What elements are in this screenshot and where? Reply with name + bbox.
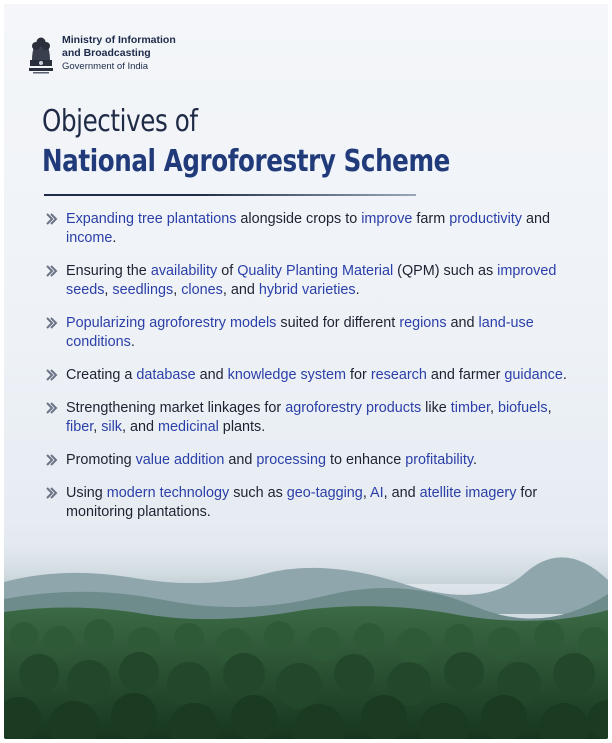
highlighted-text: agroforestry products (285, 400, 422, 416)
objective-text: and (446, 315, 479, 331)
objective-text: , (547, 400, 552, 416)
objective-text: . (112, 230, 117, 246)
objective-text: , (173, 282, 182, 298)
highlighted-text: clones (181, 282, 223, 298)
double-chevron-right-icon (46, 264, 58, 278)
objective-text: . (130, 334, 135, 350)
objective-text: , and (222, 282, 259, 298)
highlighted-text: regions (399, 315, 447, 331)
objective-text: , and (383, 485, 420, 501)
highlighted-text: Popularizing agroforestry models (66, 315, 277, 331)
objective-text: , (362, 485, 371, 501)
objective-text: , and (122, 419, 159, 435)
highlighted-text: availability (150, 263, 218, 279)
highlighted-text: atellite imagery (419, 485, 517, 501)
objective-text: farm (412, 211, 450, 227)
highlighted-text: Quality Planting Material (237, 263, 394, 279)
objective-text: (QPM) such as (393, 263, 498, 279)
objective-text: such as (229, 485, 287, 501)
highlighted-text: medicinal (158, 419, 219, 435)
ministry-name-line2: and Broadcasting (62, 47, 151, 59)
objective-text: , (104, 282, 113, 298)
double-chevron-right-icon (46, 212, 58, 226)
highlighted-text: profitability (405, 452, 473, 468)
objective-item (44, 262, 584, 300)
objective-text: , (93, 419, 102, 435)
objective-text: . (562, 367, 567, 383)
objective-text: plants. (218, 419, 266, 435)
objective-item (44, 314, 584, 352)
highlighted-text: Expanding tree plantations (66, 211, 237, 227)
highlighted-text: research (370, 367, 427, 383)
highlighted-text: modern technology (106, 485, 230, 501)
objective-text: and (224, 452, 257, 468)
objective-text: and (195, 367, 228, 383)
ministry-name-line1: Ministry of Information (62, 34, 176, 46)
double-chevron-right-icon (46, 316, 58, 330)
objective-text: Promoting (66, 452, 136, 468)
objective-text: Creating a (66, 367, 137, 383)
objective-text: . (355, 282, 360, 298)
objective-item (44, 484, 584, 522)
page-title-line2: National Agroforestry Scheme (42, 144, 450, 179)
highlighted-text: timber (450, 400, 490, 416)
highlighted-text: AI (370, 485, 384, 501)
objective-text: Using (66, 485, 107, 501)
highlighted-text: seedlings (112, 282, 174, 298)
objective-item (44, 399, 584, 437)
objective-item (44, 366, 584, 385)
title-divider (44, 194, 416, 196)
highlighted-text: improve (361, 211, 413, 227)
highlighted-text: geo-tagging (286, 485, 363, 501)
objective-text: . (472, 452, 477, 468)
objective-text: for (346, 367, 371, 383)
highlighted-text: guidance (504, 367, 563, 383)
poster (4, 4, 608, 739)
highlighted-text: income (66, 230, 113, 246)
highlighted-text: hybrid varieties (258, 282, 356, 298)
page-title-line1: Objectives of (42, 104, 198, 139)
highlighted-text: biofuels (497, 400, 548, 416)
double-chevron-right-icon (46, 401, 58, 415)
highlighted-text: processing (256, 452, 327, 468)
objective-text: of (217, 263, 238, 279)
objectives-list (44, 210, 584, 536)
highlighted-text: silk (101, 419, 122, 435)
highlighted-text: fiber (66, 419, 94, 435)
highlighted-text: productivity (449, 211, 522, 227)
highlighted-text: knowledge system (227, 367, 347, 383)
double-chevron-right-icon (46, 486, 58, 500)
objective-text: for monitoring plantations. (66, 485, 538, 520)
objective-text: and farmer (426, 367, 505, 383)
objective-text: and (521, 211, 550, 227)
highlighted-text: land-use conditions (66, 315, 534, 350)
forest-landscape-image (4, 544, 608, 739)
objective-text: suited for different (276, 315, 400, 331)
objective-item (44, 210, 584, 248)
national-emblem-icon (26, 30, 56, 76)
objective-text: , (489, 400, 498, 416)
objective-text: Ensuring the (66, 263, 151, 279)
ministry-header (62, 34, 176, 73)
highlighted-text: database (136, 367, 196, 383)
highlighted-text: value addition (135, 452, 225, 468)
objective-text: like (421, 400, 451, 416)
objective-text: Strengthening market linkages for (66, 400, 286, 416)
double-chevron-right-icon (46, 453, 58, 467)
objective-item (44, 451, 584, 470)
government-label: Government of India (62, 61, 149, 72)
objective-text: alongside crops to (236, 211, 362, 227)
objective-text: to enhance (326, 452, 406, 468)
double-chevron-right-icon (46, 368, 58, 382)
highlighted-text: improved seeds (66, 263, 557, 298)
